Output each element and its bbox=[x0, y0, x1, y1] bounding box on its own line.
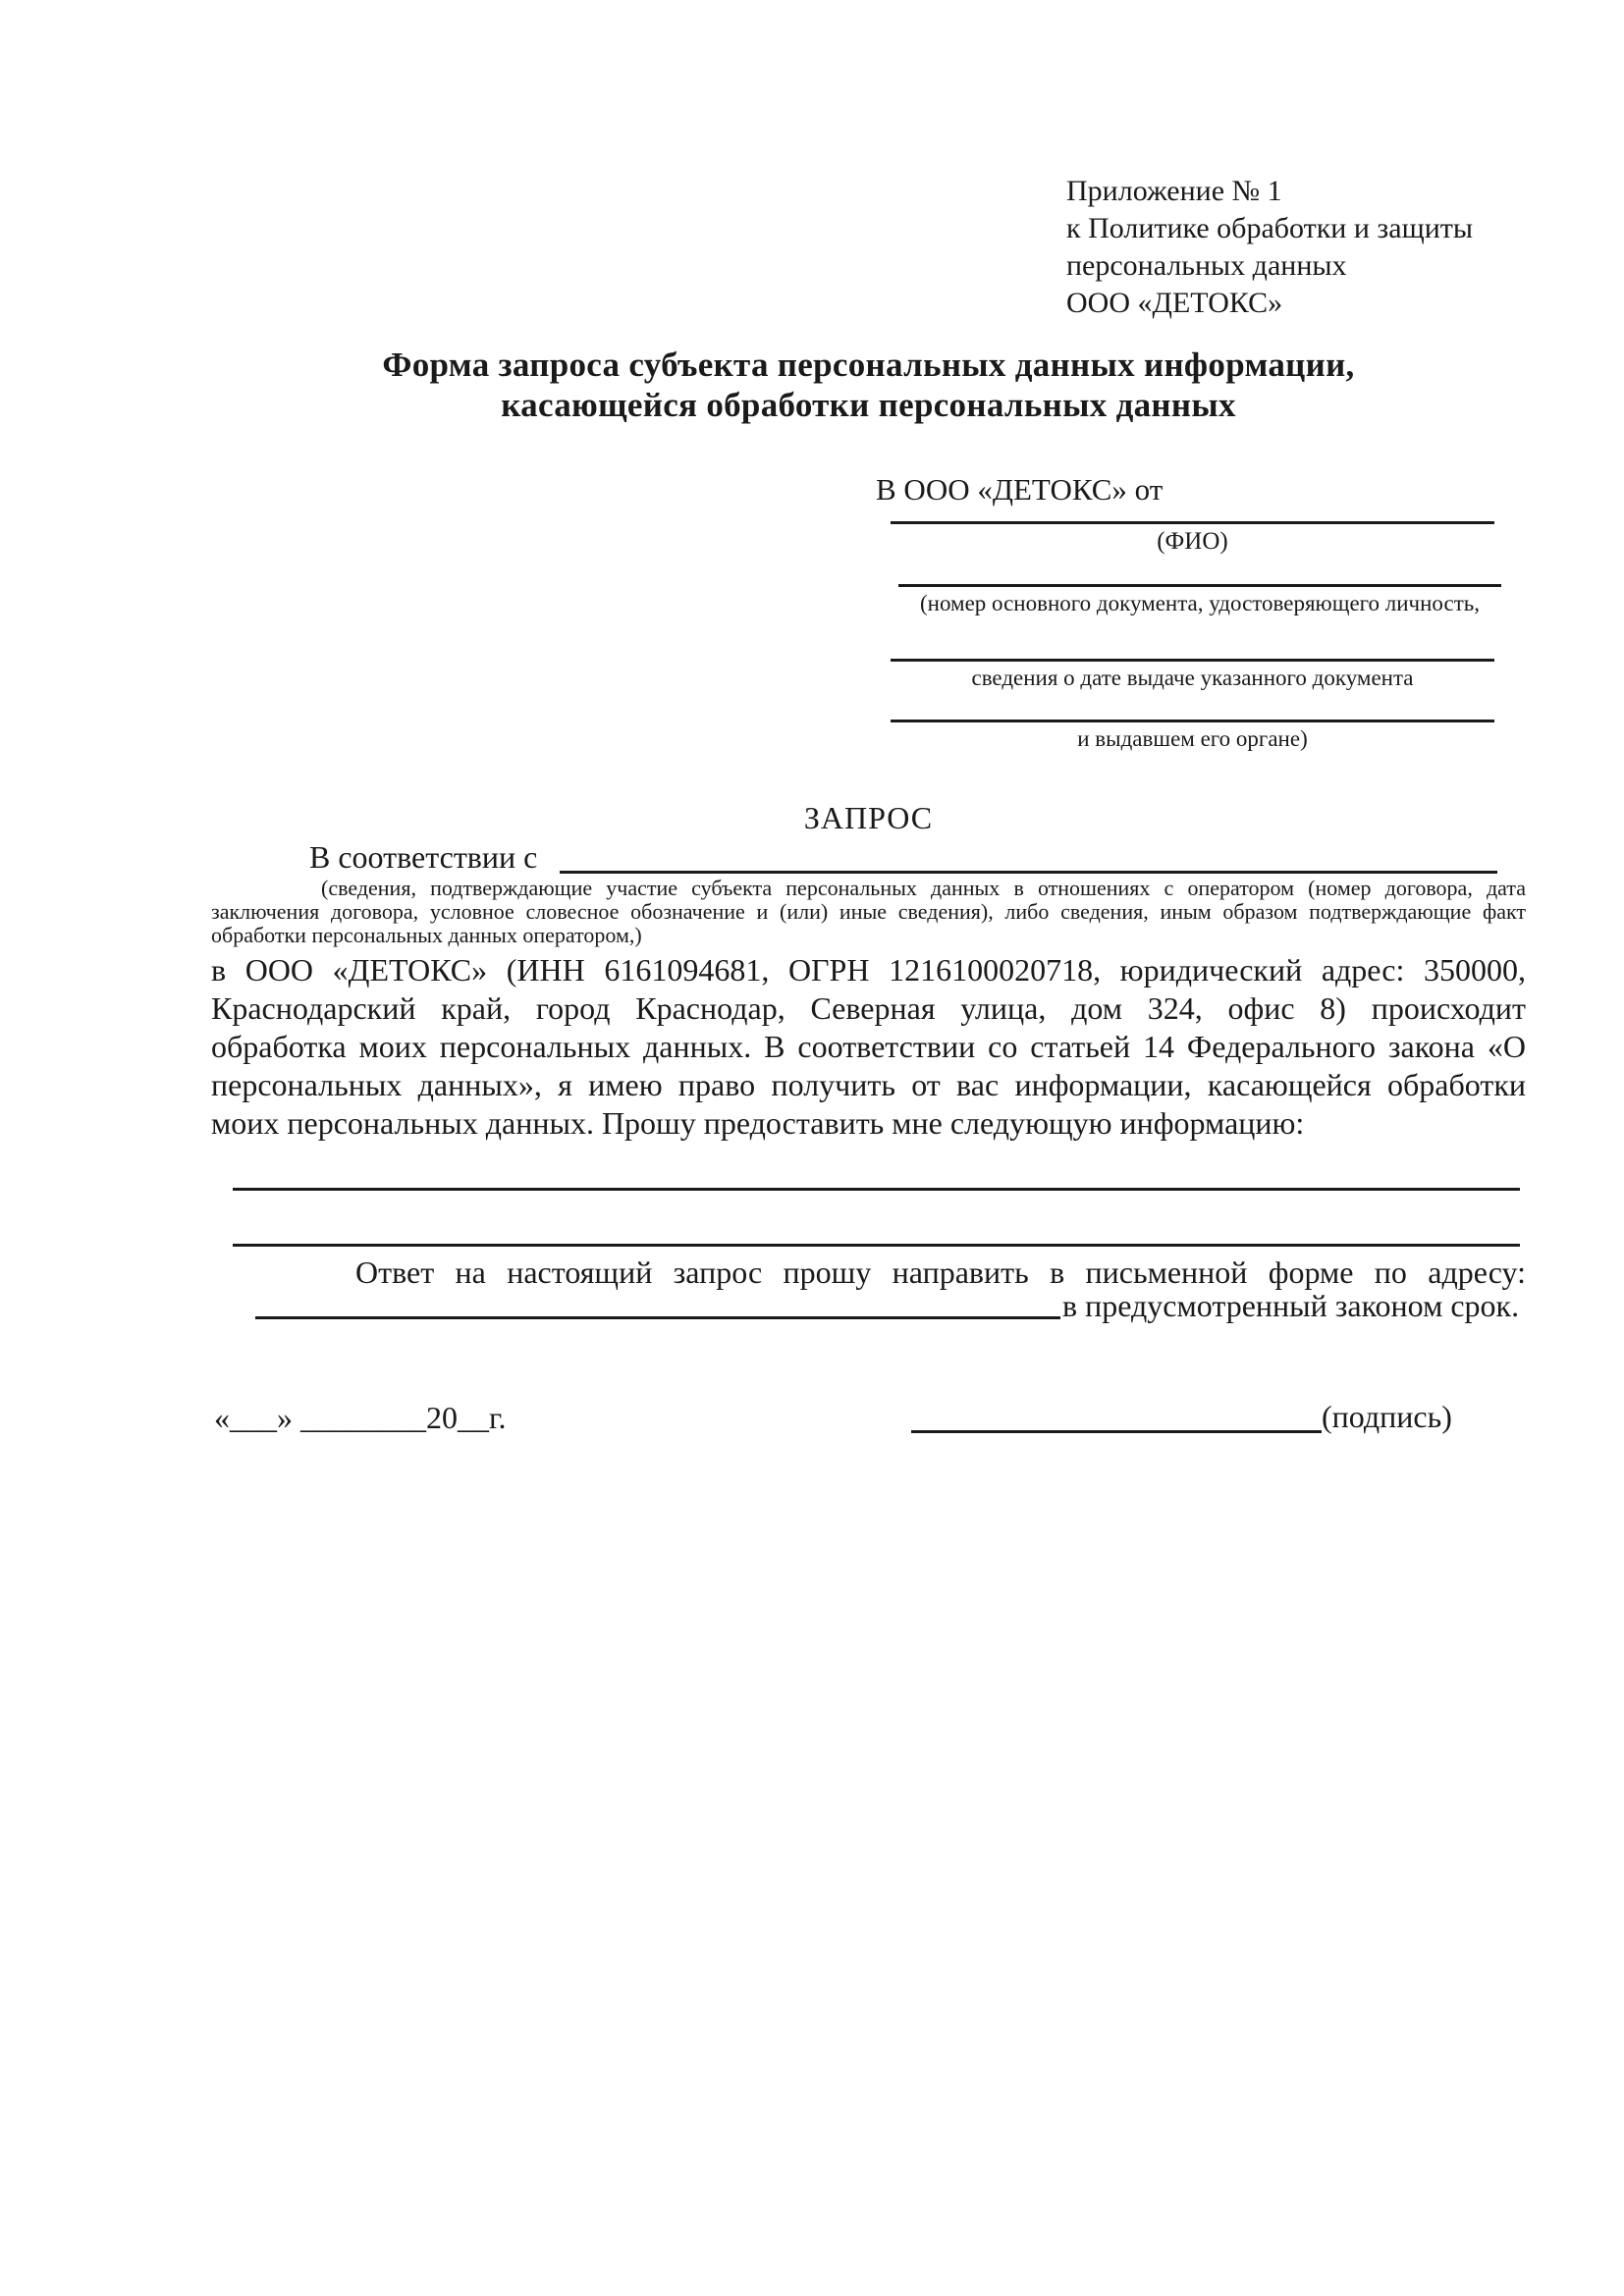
appendix-line: персональных данных bbox=[1066, 249, 1347, 282]
signature-caption: (подпись) bbox=[1322, 1399, 1452, 1434]
appendix-line: к Политике обработки и защиты bbox=[1066, 212, 1474, 244]
address-field-line bbox=[255, 1316, 1060, 1319]
intro-field-line bbox=[560, 871, 1497, 874]
issue-date-caption: сведения о дате выдаче указанного документа bbox=[971, 666, 1414, 690]
fio-caption: (ФИО) bbox=[1157, 528, 1228, 555]
response-request-line: Ответ на настоящий запрос прошу направить в письменной форме по адресу: bbox=[355, 1255, 1526, 1290]
body-line: в ООО «ДЕТОКС» (ИНН 6161094681, ОГРН 1216100020718, юридический адрес: 350000, bbox=[211, 952, 1526, 988]
date-blank: «___» ________20__г. bbox=[214, 1400, 507, 1435]
deadline-text: в предусмотренный законом срок. bbox=[1062, 1288, 1520, 1323]
addressee-to-line: В ООО «ДЕТОКС» от bbox=[876, 472, 1164, 507]
form-title-line: касающейся обработки персональных данных bbox=[501, 386, 1236, 424]
request-heading: ЗАПРОС bbox=[803, 800, 934, 835]
appendix-line: ООО «ДЕТОКС» bbox=[1066, 287, 1283, 319]
answer-field-line-1 bbox=[233, 1188, 1520, 1191]
form-title bbox=[211, 345, 1526, 425]
issue-date-field-line bbox=[891, 659, 1494, 662]
form-title-line: Форма запроса субъекта персональных данных информации, bbox=[382, 346, 1355, 384]
fine-print-line: заключения договора, условное словесное обозначение и (или) иные сведения), либо сведения, иным образом подтверждающие факт bbox=[211, 899, 1526, 924]
appendix-line: Приложение № 1 bbox=[1066, 175, 1282, 207]
fio-field-line bbox=[891, 521, 1494, 524]
answer-field-line-2 bbox=[233, 1244, 1520, 1247]
document-number-caption: (номер основного документа, удостоверяющего личность, bbox=[919, 591, 1480, 615]
fine-print-line: обработки персональных данных оператором,) bbox=[211, 923, 642, 947]
body-line: Краснодарский край, город Краснодар, Северная улица, дом 324, офис 8) происходит bbox=[211, 990, 1526, 1026]
issuing-authority-caption: и выдавшем его органе) bbox=[1077, 726, 1308, 751]
issuing-authority-field-line bbox=[891, 720, 1494, 722]
body-line: персональных данных», я имею право получить от вас информации, касающейся обработки bbox=[211, 1067, 1526, 1102]
body-line: моих персональных данных. Прошу предоставить мне следующую информацию: bbox=[211, 1105, 1305, 1141]
intro-label: В соответствии с bbox=[309, 839, 538, 875]
document-number-field-line bbox=[898, 584, 1501, 587]
body-line: обработка моих персональных данных. В соответствии со статьей 14 Федерального закона «О bbox=[211, 1029, 1526, 1064]
signature-field-line bbox=[911, 1430, 1322, 1433]
fine-print-line: (сведения, подтверждающие участие субъекта персональных данных в отношениях с оператором (номер договора, дата bbox=[321, 876, 1526, 900]
